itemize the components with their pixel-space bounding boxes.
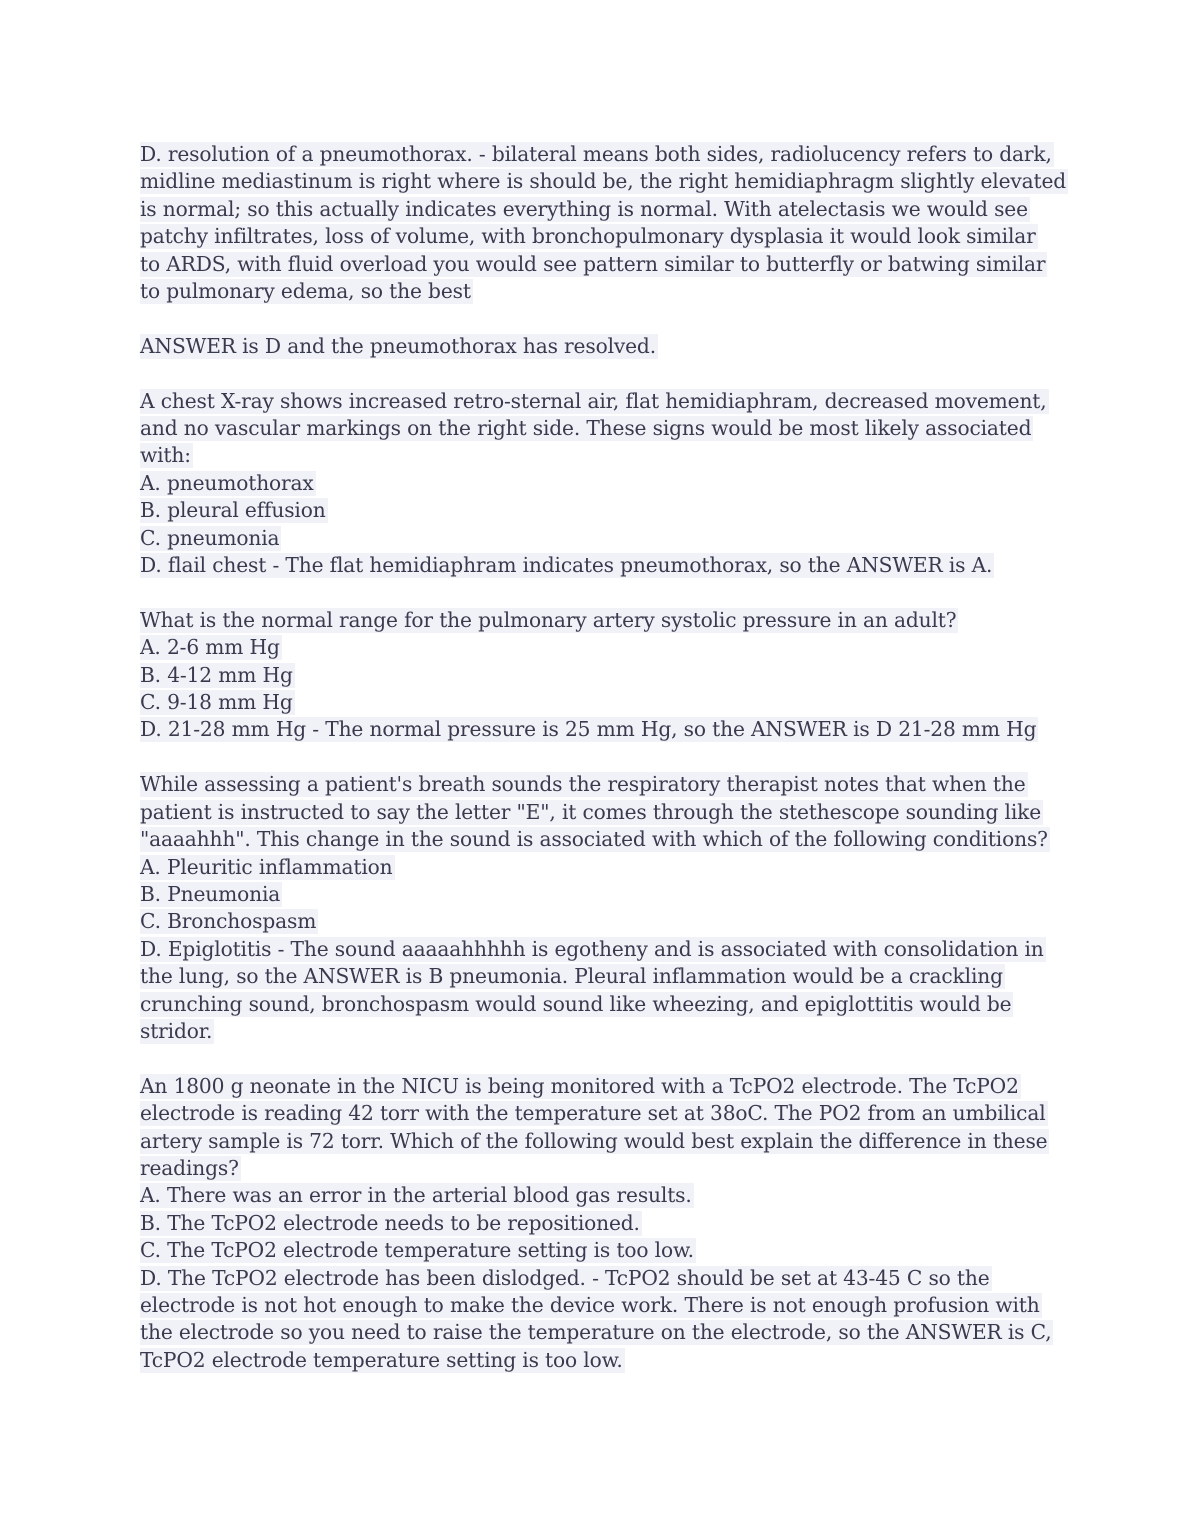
- answer-option-c: C. The TcPO2 electrode temperature setting is too low.: [140, 1238, 694, 1263]
- answer-option-b: B. The TcPO2 electrode needs to be repositioned.: [140, 1210, 640, 1235]
- document-body: [140, 141, 1067, 1402]
- text-line: is normal; so this actually indicates everything is normal. With atelectasis we would see: [140, 196, 1028, 221]
- answer-option-a: A. pneumothorax: [140, 470, 314, 495]
- text-line: to ARDS, with fluid overload you would see pattern similar to butterfly or batwing similar: [140, 251, 1046, 276]
- question-text-line: A chest X-ray shows increased retro-sternal air, flat hemidiaphram, decreased movement,: [140, 388, 1047, 413]
- question-tcpo2-electrode: [140, 1073, 1055, 1374]
- answer-option-d: D. flail chest - The flat hemidiaphram indicates pneumothorax, so the ANSWER is A.: [140, 553, 993, 578]
- explanation-line: crunching sound, bronchospasm would sound like wheezing, and epiglottitis would be: [140, 991, 1012, 1016]
- question-text-line: with:: [140, 443, 191, 468]
- question-text-line: readings?: [140, 1155, 239, 1180]
- question-pulmonary-artery-pressure: [140, 607, 1055, 744]
- question-text-line: and no vascular markings on the right side. These signs would be most likely associated: [140, 416, 1032, 441]
- answer-option-a: A. Pleuritic inflammation: [140, 854, 393, 879]
- text-line: ANSWER is D and the pneumothorax has resolved.: [140, 333, 656, 358]
- answer-option-b: B. pleural effusion: [140, 498, 326, 523]
- answer-option-d: D. Epiglotitis - The sound aaaaahhhhh is egotheny and is associated with consolidation in: [140, 936, 1044, 961]
- answer-option-c: C. Bronchospasm: [140, 909, 317, 934]
- answer-option-a: A. 2-6 mm Hg: [140, 635, 280, 660]
- question-breath-sounds: [140, 771, 1055, 1045]
- explanation-line: TcPO2 electrode temperature setting is too low.: [140, 1347, 623, 1372]
- text-line: patchy infiltrates, loss of volume, with bronchopulmonary dysplasia it would look similar: [140, 224, 1036, 249]
- answer-option-c: C. 9-18 mm Hg: [140, 690, 293, 715]
- answer-option-d: D. 21-28 mm Hg - The normal pressure is 25 mm Hg, so the ANSWER is D 21-28 mm Hg: [140, 717, 1037, 742]
- question-text-line: electrode is reading 42 torr with the temperature set at 38oC. The PO2 from an umbilical: [140, 1101, 1046, 1126]
- question-text-line: patient is instructed to say the letter "E", it comes through the stethescope sounding like: [140, 799, 1042, 824]
- question-text-line: While assessing a patient's breath sounds the respiratory therapist notes that when the: [140, 772, 1026, 797]
- question-text-line: artery sample is 72 torr. Which of the following would best explain the difference in these: [140, 1128, 1048, 1153]
- answer-option-b: B. Pneumonia: [140, 881, 281, 906]
- question-text-line: An 1800 g neonate in the NICU is being monitored with a TcPO2 electrode. The TcPO2: [140, 1073, 1019, 1098]
- text-line: midline mediastinum is right where is should be, the right hemidiaphragm slightly elevated: [140, 169, 1067, 194]
- question-text-line: What is the normal range for the pulmonary artery systolic pressure in an adult?: [140, 607, 957, 632]
- text-line: to pulmonary edema, so the best: [140, 279, 471, 304]
- answer-option-c: C. pneumonia: [140, 525, 280, 550]
- paragraph-answer-d: [140, 333, 1055, 360]
- explanation-line: electrode is not hot enough to make the device work. There is not enough profusion with: [140, 1292, 1040, 1317]
- question-text-line: "aaaahhh". This change in the sound is associated with which of the following conditions?: [140, 827, 1048, 852]
- question-chest-xray: [140, 388, 1055, 580]
- explanation-line: the electrode so you need to raise the temperature on the electrode, so the ANSWER is C,: [140, 1320, 1052, 1345]
- text-line: D. resolution of a pneumothorax. - bilateral means both sides, radiolucency refers to dark,: [140, 142, 1052, 166]
- explanation-line: stridor.: [140, 1018, 213, 1043]
- answer-option-a: A. There was an error in the arterial blood gas results.: [140, 1183, 692, 1208]
- paragraph-pneumothorax-resolution: [140, 141, 1067, 305]
- answer-option-b: B. 4-12 mm Hg: [140, 662, 293, 687]
- explanation-line: the lung, so the ANSWER is B pneumonia. Pleural inflammation would be a crackling: [140, 964, 1003, 989]
- answer-option-d: D. The TcPO2 electrode has been dislodged. - TcPO2 should be set at 43-45 C so the: [140, 1265, 990, 1290]
